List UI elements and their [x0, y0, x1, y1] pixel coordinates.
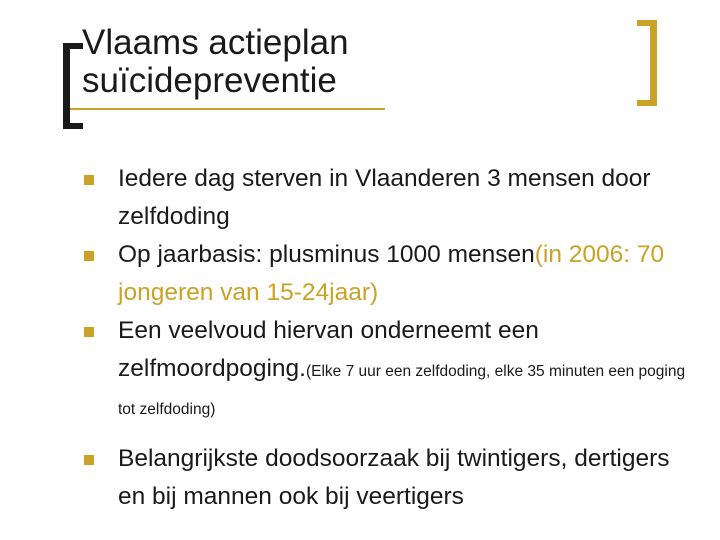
square-bullet-icon	[84, 455, 94, 465]
square-bullet-icon	[84, 327, 94, 337]
slide-title	[82, 24, 349, 100]
slide-title-line-1: Vlaams actieplan	[82, 23, 349, 62]
title-bracket-left	[63, 43, 70, 129]
bullet-text-3: Een veelvoud hiervan onderneemt een zelfmoordpoging.	[118, 317, 539, 382]
bullet-item-4	[84, 440, 694, 516]
slide-title-line-2: suïcidepreventie	[82, 61, 337, 100]
bullet-text-3-note: (Elke 7 uur een zelfdoding, elke 35 minuten een poging tot zelfdoding)	[118, 363, 686, 418]
title-bracket-left-top	[63, 43, 83, 49]
bullet-text-2-highlight: (in 2006: 70 jongeren van 15-24jaar)	[118, 241, 665, 306]
title-bracket-right-bottom	[637, 100, 657, 106]
square-bullet-icon	[84, 175, 94, 185]
bullet-item-1	[84, 160, 694, 236]
bullet-item-2	[84, 236, 694, 312]
title-bracket-right	[650, 20, 657, 106]
title-bracket-right-top	[637, 20, 657, 26]
square-bullet-icon	[84, 251, 94, 261]
bullet-text-1: Iedere dag sterven in Vlaanderen 3 mensen door zelfdoding	[118, 165, 651, 230]
bullet-text-4: Belangrijkste doodsoorzaak bij twintigers, dertigers en bij mannen ook bij veertigers	[118, 445, 670, 510]
bullet-list	[84, 160, 694, 516]
bullet-text-2: Op jaarbasis: plusminus 1000 mensen	[118, 241, 535, 268]
bullet-item-3	[84, 312, 694, 440]
title-bracket-left-bottom	[63, 123, 83, 129]
title-underline	[70, 108, 385, 110]
